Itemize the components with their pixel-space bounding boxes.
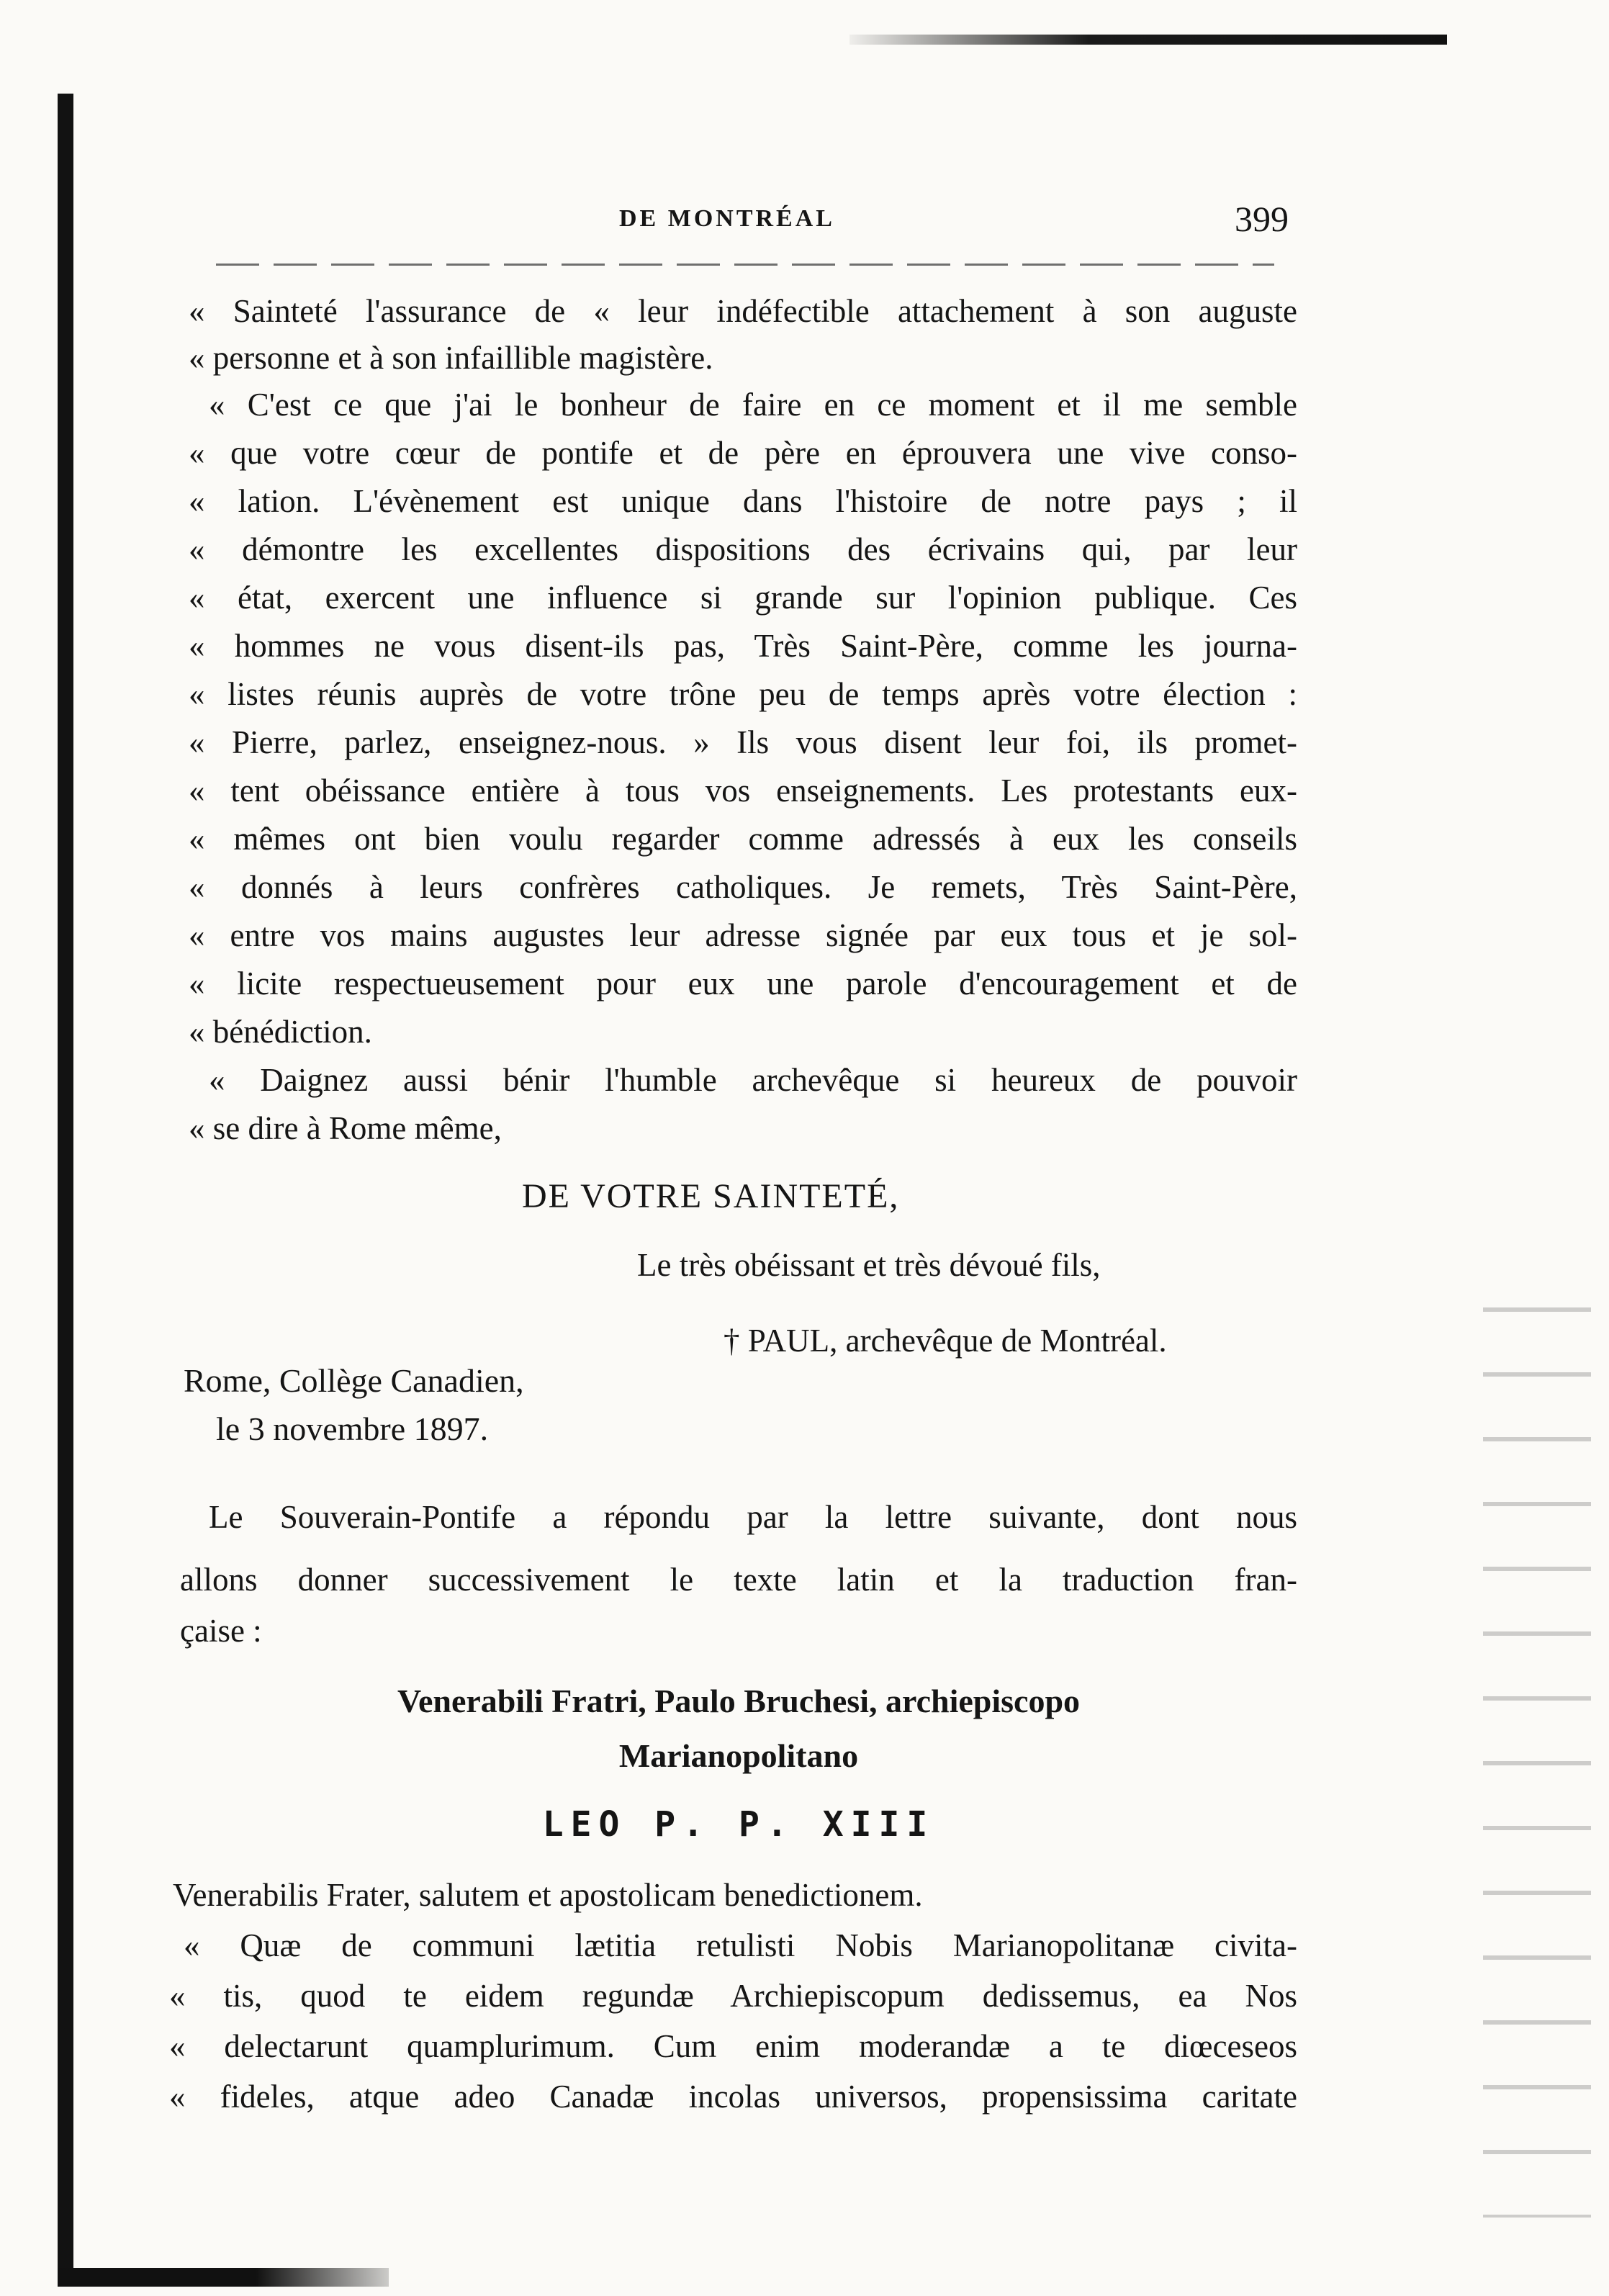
page-number: 399 [1235, 199, 1289, 239]
body-line: « mêmes ont bien voulu regarder comme adressés à eux les conseils [189, 821, 1297, 857]
binding-edge-foot [58, 2268, 389, 2287]
closing-date: le 3 novembre 1897. [216, 1410, 489, 1447]
body-line: « licite respectueusement pour eux une parole d'encouragement et de [189, 965, 1297, 1001]
body-line: « que votre cœur de pontife et de père en éprouvera une vive conso- [189, 435, 1297, 471]
scan-top-rule [849, 35, 1447, 45]
body-line: « lation. L'évènement est unique dans l'histoire de notre pays ; il [189, 483, 1297, 519]
running-head: DE MONTRÉAL [619, 205, 835, 232]
body-line: « hommes ne vous disent-ils pas, Très Saint-Père, comme les journa- [189, 628, 1297, 664]
closing-valediction: Le très obéissant et très dévoué fils, [637, 1247, 1101, 1283]
closing-signature: † PAUL, archevêque de Montréal. [724, 1323, 1167, 1359]
latin-line: « fideles, atque adeo Canadæ incolas universos, propensissima caritate [169, 2079, 1297, 2115]
latin-line: « delectarunt quamplurimum. Cum enim moderandæ a te diœceseos [169, 2028, 1297, 2064]
binding-edge-shadow [58, 94, 73, 2282]
body-line: « entre vos mains augustes leur adresse signée par eux tous et je sol- [189, 917, 1297, 953]
body-line: « Pierre, parlez, enseignez-nous. » Ils vous disent leur foi, ils promet- [189, 724, 1297, 760]
body-line: « Daignez aussi bénir l'humble archevêque si heureux de pouvoir [209, 1062, 1297, 1098]
latin-line: « tis, quod te eidem regundæ Archiepiscopum dedissemus, ea Nos [169, 1978, 1297, 2014]
closing-place: Rome, Collège Canadien, [184, 1362, 524, 1399]
body-line: « démontre les excellentes dispositions des écrivains qui, par leur [189, 531, 1297, 567]
intro-line: Le Souverain-Pontife a répondu par la lettre suivante, dont nous [209, 1499, 1297, 1535]
body-line: « listes réunis auprès de votre trône peu de temps après votre élection : [189, 676, 1297, 712]
pope-name: LEO P. P. XIII [542, 1804, 935, 1845]
latin-heading-line-2: Marianopolitano [618, 1737, 859, 1774]
body-line: « C'est ce que j'ai le bonheur de faire en ce moment et il me semble [209, 387, 1297, 423]
body-line: « donnés à leurs confrères catholiques. Je remets, Très Saint-Père, [189, 869, 1297, 905]
body-line: « personne et à son infaillible magistère. [189, 340, 713, 376]
body-line: « se dire à Rome même, [189, 1110, 502, 1146]
body-line: « tent obéissance entière à tous vos enseignements. Les protestants eux- [189, 773, 1297, 809]
body-line: « bénédiction. [189, 1014, 372, 1050]
page-header [166, 198, 1289, 248]
header-rule [216, 264, 1274, 266]
latin-line: Venerabilis Frater, salutem et apostolicam benedictionem. [173, 1877, 923, 1913]
latin-line: « Quæ de communi lætitia retulisti Nobis Marianopolitanæ civita- [184, 1927, 1297, 1963]
body-line: « Sainteté l'assurance de « leur indéfectible attachement à son auguste [189, 293, 1297, 329]
latin-heading-line-1: Venerabili Fratri, Paulo Bruchesi, archiepiscopo [397, 1683, 1081, 1719]
scan-edge-noise [1483, 1282, 1591, 2218]
intro-line: çaise : [180, 1613, 262, 1649]
closing-salutation: DE VOTRE SAINTETÉ, [522, 1177, 900, 1215]
body-line: « état, exercent une influence si grande sur l'opinion publique. Ces [189, 580, 1297, 616]
intro-line: allons donner successivement le texte latin et la traduction fran- [180, 1562, 1297, 1598]
